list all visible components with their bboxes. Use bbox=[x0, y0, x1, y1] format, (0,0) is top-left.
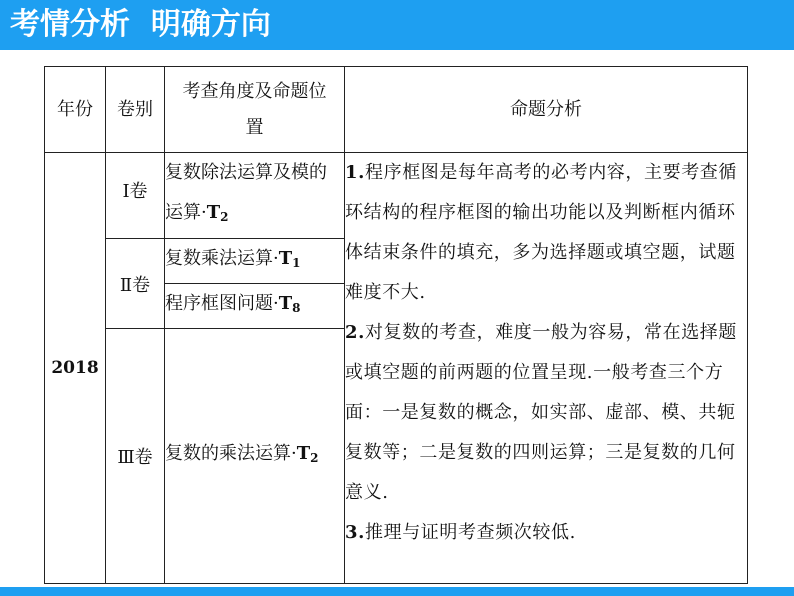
volume-cell-2: Ⅱ卷 bbox=[106, 239, 165, 329]
angle-cell-2a bbox=[165, 239, 345, 284]
question-label: T bbox=[296, 443, 311, 464]
question-label: T bbox=[278, 248, 293, 269]
table-header-row bbox=[45, 67, 748, 153]
analysis-text: 程序框图是每年高考的必考内容，主要考查循环结构的程序框图的输出功能以及判断框内循环体结束条件的填充，多为选择题或填空题，试题难度不大. bbox=[345, 162, 737, 303]
question-number: 2 bbox=[220, 210, 229, 224]
angle-cell-2b bbox=[165, 284, 345, 329]
question-number: 1 bbox=[292, 256, 301, 270]
angle-text: 复数除法运算及模的运算· bbox=[165, 162, 327, 223]
volume-cell-1: Ⅰ卷 bbox=[106, 153, 165, 239]
question-number: 2 bbox=[310, 451, 319, 465]
volume-cell-3: Ⅲ卷 bbox=[106, 329, 165, 584]
exam-analysis-table bbox=[44, 66, 748, 584]
analysis-point-3 bbox=[345, 513, 747, 553]
header-volume: 卷别 bbox=[106, 67, 165, 153]
angle-text: 复数乘法运算· bbox=[165, 248, 279, 269]
angle-text: 程序框图问题· bbox=[165, 293, 279, 314]
analysis-text: 推理与证明考查频次较低. bbox=[365, 522, 576, 543]
angle-cell-1 bbox=[165, 153, 345, 239]
analysis-text: 对复数的考查，难度一般为容易，常在选择题或填空题的前两题的位置呈现.一般考查三个方面：一是复数的概念，如实部、虚部、模、共轭复数等；二是复数的四则运算；三是复数的几何意义. bbox=[345, 322, 737, 503]
question-label: T bbox=[278, 293, 293, 314]
question-number: 8 bbox=[292, 301, 301, 315]
analysis-point-2 bbox=[345, 313, 747, 513]
analysis-number: 1. bbox=[345, 162, 365, 183]
analysis-point-1 bbox=[345, 153, 747, 313]
year-cell: 2018 bbox=[45, 153, 106, 584]
table-row bbox=[45, 153, 748, 239]
header-angle: 考查角度及命题位置 bbox=[165, 67, 345, 153]
question-label: T bbox=[206, 202, 221, 223]
header-banner bbox=[0, 0, 794, 50]
header-analysis: 命题分析 bbox=[345, 67, 748, 153]
analysis-number: 3. bbox=[345, 522, 365, 543]
page-title: 考情分析 明确方向 bbox=[10, 7, 271, 42]
header-year: 年份 bbox=[45, 67, 106, 153]
angle-cell-3 bbox=[165, 329, 345, 584]
angle-text: 复数的乘法运算· bbox=[165, 443, 297, 464]
analysis-cell bbox=[345, 153, 748, 584]
footer-bar bbox=[0, 587, 794, 596]
analysis-number: 2. bbox=[345, 322, 365, 343]
